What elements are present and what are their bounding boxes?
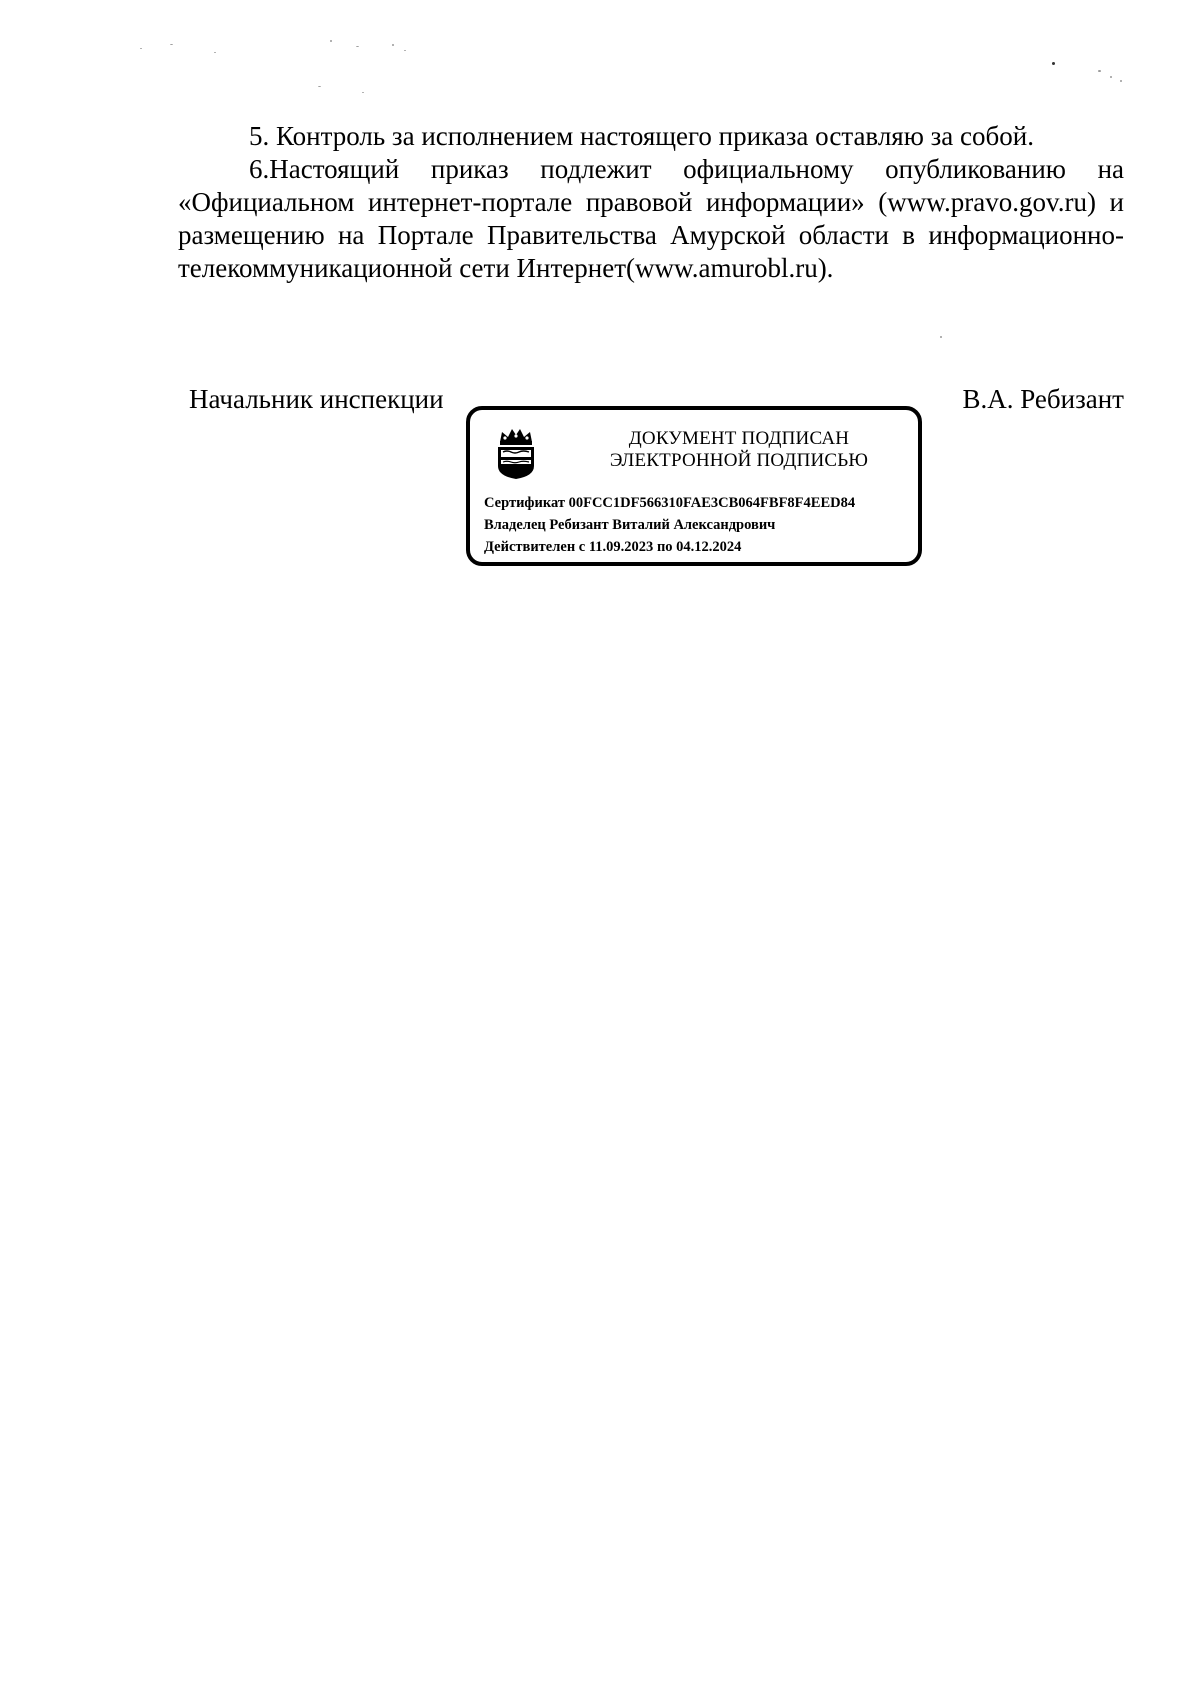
- scan-speckle: [140, 48, 142, 49]
- scan-speckle: [392, 44, 394, 46]
- certificate-label: Сертификат: [484, 495, 565, 511]
- owner-value: Ребизант Виталий Александрович: [549, 517, 776, 533]
- scan-speckle: [318, 86, 321, 87]
- scan-speckle: [404, 50, 406, 51]
- stamp-details: [484, 492, 855, 558]
- document-body: [178, 120, 1124, 285]
- scan-speckle: [1098, 70, 1101, 72]
- scan-speckle: [330, 40, 332, 42]
- paragraph-5: 5. Контроль за исполнением настоящего приказа оставляю за собой.: [249, 121, 1034, 151]
- valid-from-prefix: с: [578, 539, 586, 555]
- scan-speckle: [1120, 80, 1122, 82]
- scan-speckle: [1110, 76, 1112, 78]
- valid-to-date: 04.12.2024: [676, 539, 742, 555]
- signer-name: В.А. Ребизант: [962, 384, 1124, 414]
- stamp-validity-line: [484, 536, 855, 558]
- scan-speckle: [362, 92, 364, 93]
- scan-speckle: [170, 44, 173, 45]
- stamp-title-line-1: ДОКУМЕНТ ПОДПИСАН: [628, 428, 850, 449]
- stamp-title: [570, 428, 908, 472]
- scan-speckle: [214, 52, 216, 53]
- scan-speckle: [940, 336, 942, 338]
- valid-label: Действителен: [484, 539, 576, 555]
- stamp-certificate-line: [484, 492, 855, 514]
- electronic-signature-stamp: [466, 406, 922, 566]
- certificate-value: 00FCC1DF566310FAE3CB064FBF8F4EED84: [568, 495, 856, 511]
- signer-position: Начальник инспекции: [189, 384, 444, 414]
- stamp-owner-line: [484, 514, 855, 536]
- scan-speckle: [1052, 62, 1055, 65]
- owner-label: Владелец: [484, 517, 546, 533]
- stamp-title-line-2: ЭЛЕКТРОННОЙ ПОДПИСЬЮ: [609, 450, 869, 471]
- scan-speckle: [356, 46, 359, 47]
- valid-from-date: 11.09.2023: [588, 539, 654, 555]
- amur-region-coat-of-arms-icon: [494, 426, 538, 480]
- valid-to-prefix: по: [656, 539, 673, 555]
- paragraph-6: 6.Настоящий приказ подлежит официальному опубликованию на «Официальном интернет-портале правовой информации» (www.pravo.gov.ru) и размещению на Портале Правительства Амурской области в информационно-телекоммуникационной сети Интернет(www.amurobl.ru).: [178, 154, 1124, 283]
